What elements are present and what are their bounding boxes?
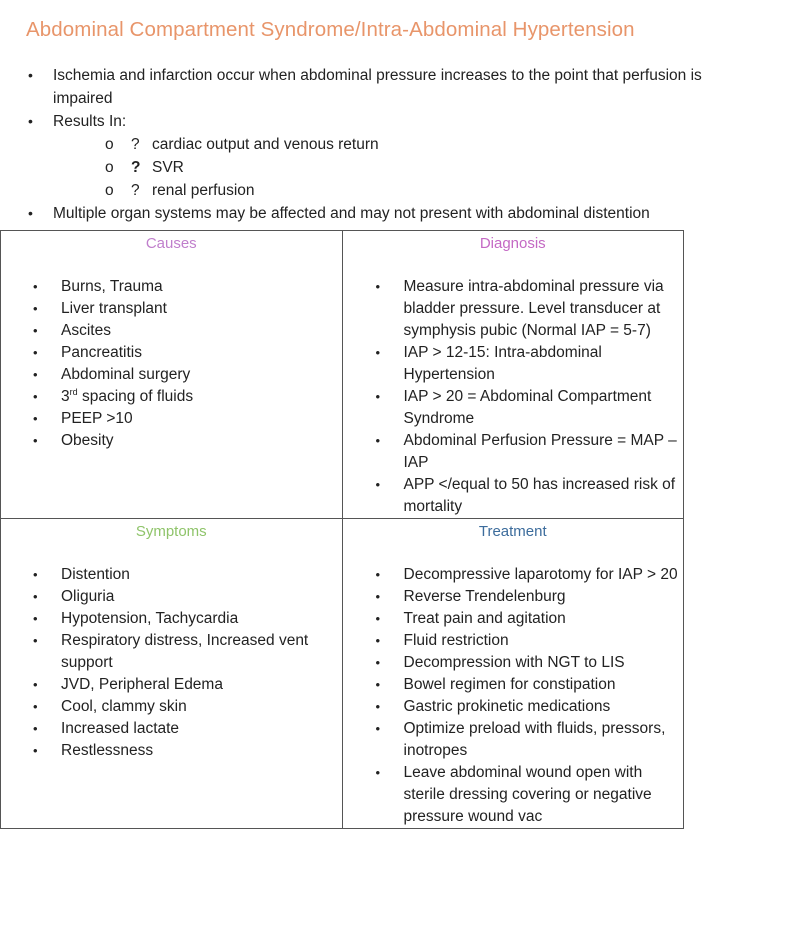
list-item-text: Bowel regimen for constipation (403, 676, 616, 693)
list-item-text: Treat pain and agitation (403, 610, 566, 627)
intro-bullet (26, 202, 726, 225)
list-item-text: Gastric prokinetic medications (403, 698, 611, 715)
arrow-placeholder-icon: ? (131, 159, 141, 176)
list-item-text: Decompressive laparotomy for IAP > 20 (403, 566, 678, 583)
treatment-cell (342, 519, 684, 829)
list-item-text: Respiratory distress, Increased vent support (61, 632, 309, 671)
bullet-icon: • (33, 721, 38, 736)
bullet-icon: • (33, 743, 38, 758)
bullet-icon: • (33, 677, 38, 692)
results-list (53, 133, 726, 202)
bullet-icon: • (375, 611, 381, 626)
symptoms-heading: Symptoms (135, 523, 207, 540)
bullet-icon: • (33, 433, 38, 448)
intro-bullet (26, 110, 726, 202)
list-item-text: IAP > 20 = Abdominal Compartment Syndrome (403, 388, 652, 427)
bullet-icon: • (33, 389, 38, 404)
list-item-text: Distention (61, 566, 130, 583)
bullet-icon: • (33, 301, 38, 316)
list-item (343, 630, 684, 652)
list-item (343, 762, 684, 828)
list-item-text: Burns, Trauma (61, 278, 163, 295)
list-item-text: Restlessness (61, 742, 154, 759)
circle-bullet-icon: o (105, 136, 114, 153)
intro-section (26, 64, 726, 225)
list-item (343, 718, 684, 762)
bullet-icon: • (375, 389, 381, 404)
list-item (1, 386, 342, 408)
list-item-text: Abdominal Perfusion Pressure = MAP – IAP (403, 432, 677, 471)
page-title: Abdominal Compartment Syndrome/Intra-Abdominal Hypertension (26, 18, 635, 41)
list-item (1, 276, 342, 298)
list-item (1, 586, 342, 608)
bullet-icon: • (375, 765, 381, 780)
list-item (1, 718, 342, 740)
list-item-text: Abdominal surgery (61, 366, 191, 383)
bullet-icon: • (33, 567, 38, 582)
bullet-icon: • (375, 433, 381, 448)
bullet-icon: • (33, 611, 38, 626)
bullet-icon: • (375, 567, 381, 582)
list-item-text: Oliguria (61, 588, 115, 605)
causes-cell (1, 231, 343, 519)
symptoms-list (1, 564, 342, 762)
diagnosis-cell (342, 231, 684, 519)
bullet-icon: • (28, 113, 33, 129)
bullet-icon: • (33, 367, 38, 382)
list-item (343, 564, 684, 586)
arrow-placeholder-icon: ? (131, 182, 140, 199)
results-text: renal perfusion (152, 182, 255, 199)
ordinal-number: 3 (61, 388, 70, 405)
list-item (343, 652, 684, 674)
list-item (1, 564, 342, 586)
list-item (343, 276, 684, 342)
list-item (343, 608, 684, 630)
intro-text: Results In: (53, 113, 127, 130)
list-item (343, 674, 684, 696)
bullet-icon: • (375, 633, 381, 648)
list-item (1, 608, 342, 630)
intro-bullet (26, 64, 726, 110)
intro-text: Multiple organ systems may be affected and may not present with abdominal distention (53, 205, 650, 222)
list-item-text: Reverse Trendelenburg (403, 588, 566, 605)
list-item-text: IAP > 12-15: Intra-abdominal Hypertension (403, 344, 602, 383)
list-item-text: Hypotension, Tachycardia (61, 610, 239, 627)
list-item (343, 474, 684, 518)
list-item-text: Obesity (61, 432, 114, 449)
list-item-text: Liver transplant (61, 300, 167, 317)
bullet-icon: • (33, 699, 38, 714)
bullet-icon: • (375, 279, 381, 294)
circle-bullet-icon: o (105, 159, 114, 176)
list-item-text: spacing of fluids (77, 388, 194, 405)
list-item-text: Decompression with NGT to LIS (403, 654, 625, 671)
list-item-text: Cool, clammy skin (61, 698, 187, 715)
list-item (343, 430, 684, 474)
list-item (343, 342, 684, 386)
bullet-icon: • (375, 477, 381, 492)
bullet-icon: • (33, 345, 38, 360)
info-grid (0, 230, 684, 829)
list-item-text: Optimize preload with fluids, pressors, inotropes (403, 720, 666, 759)
list-item (1, 630, 342, 674)
list-item (1, 298, 342, 320)
treatment-heading: Treatment (478, 523, 547, 540)
bullet-icon: • (33, 279, 38, 294)
list-item (1, 674, 342, 696)
list-item (343, 586, 684, 608)
results-text: cardiac output and venous return (152, 136, 379, 153)
ordinal-suffix: rd (69, 386, 78, 397)
list-item (1, 320, 342, 342)
intro-text: Ischemia and infarction occur when abdominal pressure increases to the point that perfusion is impaired (53, 67, 702, 107)
bullet-icon: • (33, 589, 38, 604)
list-item (1, 364, 342, 386)
list-item-text: Ascites (61, 322, 111, 339)
diagnosis-heading: Diagnosis (479, 235, 546, 252)
bullet-icon: • (375, 655, 381, 670)
list-item-text: Leave abdominal wound open with sterile dressing covering or negative pressure wound vac (403, 764, 652, 825)
list-item (1, 342, 342, 364)
results-item (53, 156, 726, 179)
list-item (1, 430, 342, 452)
bullet-icon: • (375, 721, 381, 736)
results-text: SVR (152, 159, 184, 176)
symptoms-cell (1, 519, 343, 829)
arrow-placeholder-icon: ? (131, 136, 140, 153)
list-item (1, 408, 342, 430)
bullet-icon: • (33, 323, 38, 338)
treatment-list (343, 564, 684, 828)
list-item (1, 696, 342, 718)
results-item (53, 179, 726, 202)
list-item-text: Fluid restriction (403, 632, 509, 649)
bullet-icon: • (375, 589, 381, 604)
list-item-text: APP </equal to 50 has increased risk of mortality (403, 476, 676, 515)
bullet-icon: • (28, 205, 33, 221)
list-item-text: JVD, Peripheral Edema (61, 676, 223, 693)
list-item-text: Increased lactate (61, 720, 180, 737)
list-item (343, 696, 684, 718)
bullet-icon: • (375, 345, 381, 360)
results-item (53, 133, 726, 156)
bullet-icon: • (28, 67, 33, 83)
bullet-icon: • (375, 677, 381, 692)
list-item-text: PEEP >10 (61, 410, 133, 427)
list-item (343, 386, 684, 430)
bullet-icon: • (375, 699, 381, 714)
list-item (1, 740, 342, 762)
list-item-text: Measure intra-abdominal pressure via bladder pressure. Level transducer at symphysis pubic (Normal IAP = 5-7) (403, 278, 664, 339)
bullet-icon: • (33, 633, 38, 648)
causes-list (1, 276, 342, 452)
list-item-text: Pancreatitis (61, 344, 142, 361)
circle-bullet-icon: o (105, 182, 114, 199)
diagnosis-list (343, 276, 684, 518)
causes-heading: Causes (145, 235, 197, 252)
bullet-icon: • (33, 411, 38, 426)
